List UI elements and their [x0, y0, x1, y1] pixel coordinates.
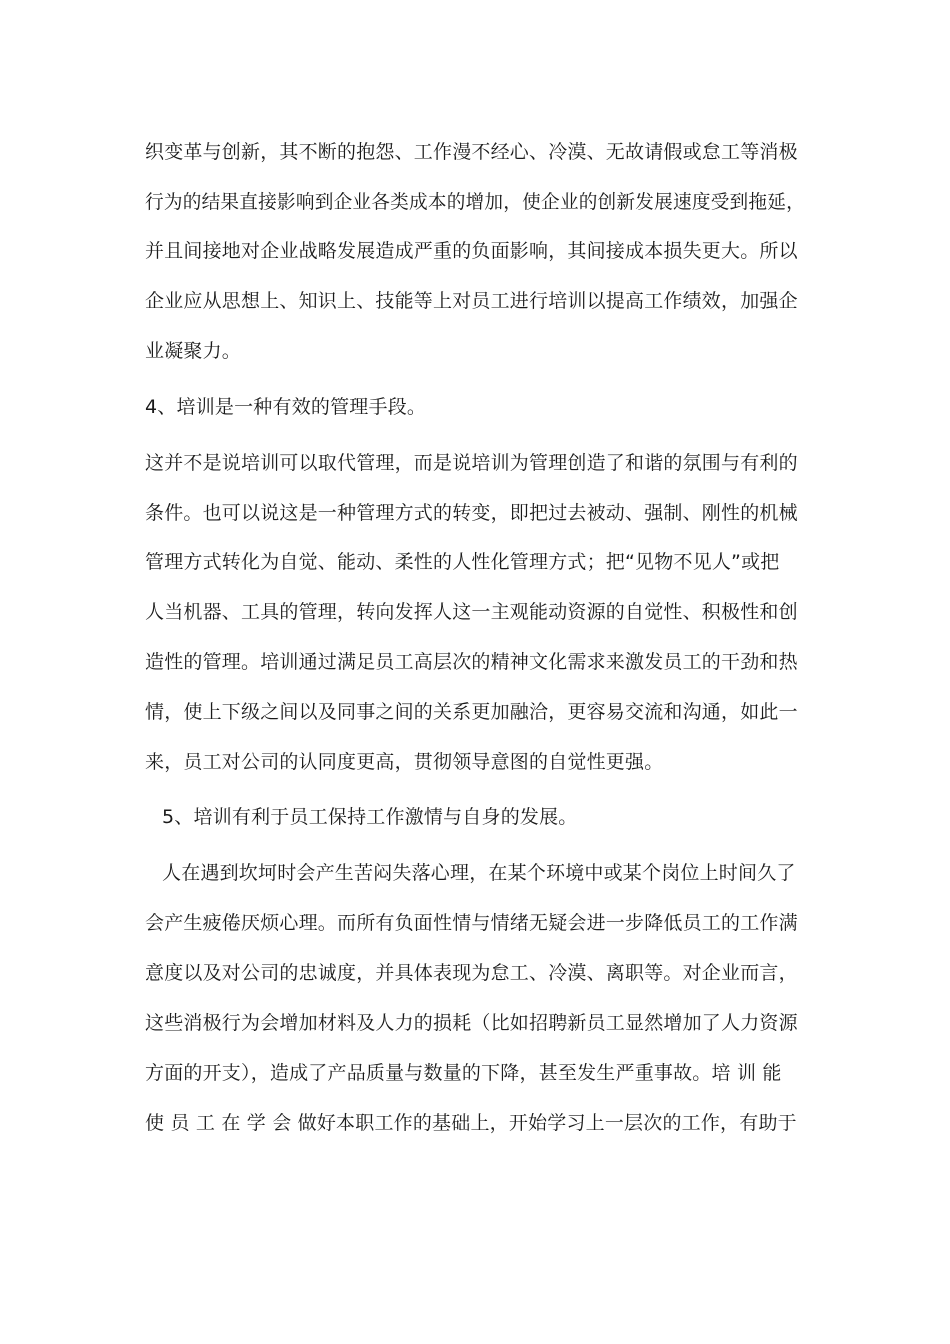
paragraph-line: 意度以及对公司的忠诚度，并具体表现为怠工、冷漠、离职等。对企业而言， — [145, 962, 798, 984]
paragraph-line: 会产生疲倦厌烦心理。而所有负面性情与情绪无疑会进一步降低员工的工作满 — [145, 912, 798, 934]
paragraph-line: 情，使上下级之间以及同事之间的关系更加融洽，更容易交流和沟通，如此一 — [145, 701, 798, 723]
paragraph-line: 人当机器、工具的管理，转向发挥人这一主观能动资源的自觉性、积极性和创 — [145, 601, 798, 623]
paragraph-line: 业凝聚力。 — [145, 340, 242, 362]
section-heading-4: 4、培训是一种有效的管理手段。 — [145, 396, 427, 418]
paragraph-line: 来，员工对公司的认同度更高，贯彻领导意图的自觉性更强。 — [145, 751, 664, 773]
paragraph-line: 行为的结果直接影响到企业各类成本的增加，使企业的创新发展速度受到拖延， — [145, 191, 805, 213]
paragraph-line: 这些消极行为会增加材料及人力的损耗（比如招聘新员工显然增加了人力资源 — [145, 1012, 798, 1034]
paragraph-line: 方面的开支），造成了产品质量与数量的下降，甚至发生严重事故。培 训 能 — [145, 1062, 782, 1084]
paragraph-line: 管理方式转化为自觉、能动、柔性的人性化管理方式；把“见物不见人”或把 — [145, 551, 780, 573]
paragraph-line: 织变革与创新，其不断的抱怨、工作漫不经心、冷漠、无故请假或怠工等消极 — [145, 141, 798, 163]
paragraph-line: 条件。也可以说这是一种管理方式的转变，即把过去被动、强制、刚性的机械 — [145, 502, 798, 524]
section-heading-5: 5、培训有利于员工保持工作激情与自身的发展。 — [162, 806, 578, 828]
paragraph-line: 造性的管理。培训通过满足员工高层次的精神文化需求来激发员工的干劲和热 — [145, 651, 798, 673]
paragraph-line: 企业应从思想上、知识上、技能等上对员工进行培训以提高工作绩效，加强企 — [145, 290, 798, 312]
paragraph-line: 使 员 工 在 学 会 做好本职工作的基础上，开始学习上一层次的工作，有助于 — [145, 1112, 797, 1134]
paragraph-line: 这并不是说培训可以取代管理，而是说培训为管理创造了和谐的氛围与有利的 — [145, 452, 798, 474]
paragraph-line: 并且间接地对企业战略发展造成严重的负面影响，其间接成本损失更大。所以 — [145, 240, 798, 262]
paragraph-line: 人在遇到坎坷时会产生苦闷失落心理，在某个环境中或某个岗位上时间久了 — [162, 862, 796, 884]
